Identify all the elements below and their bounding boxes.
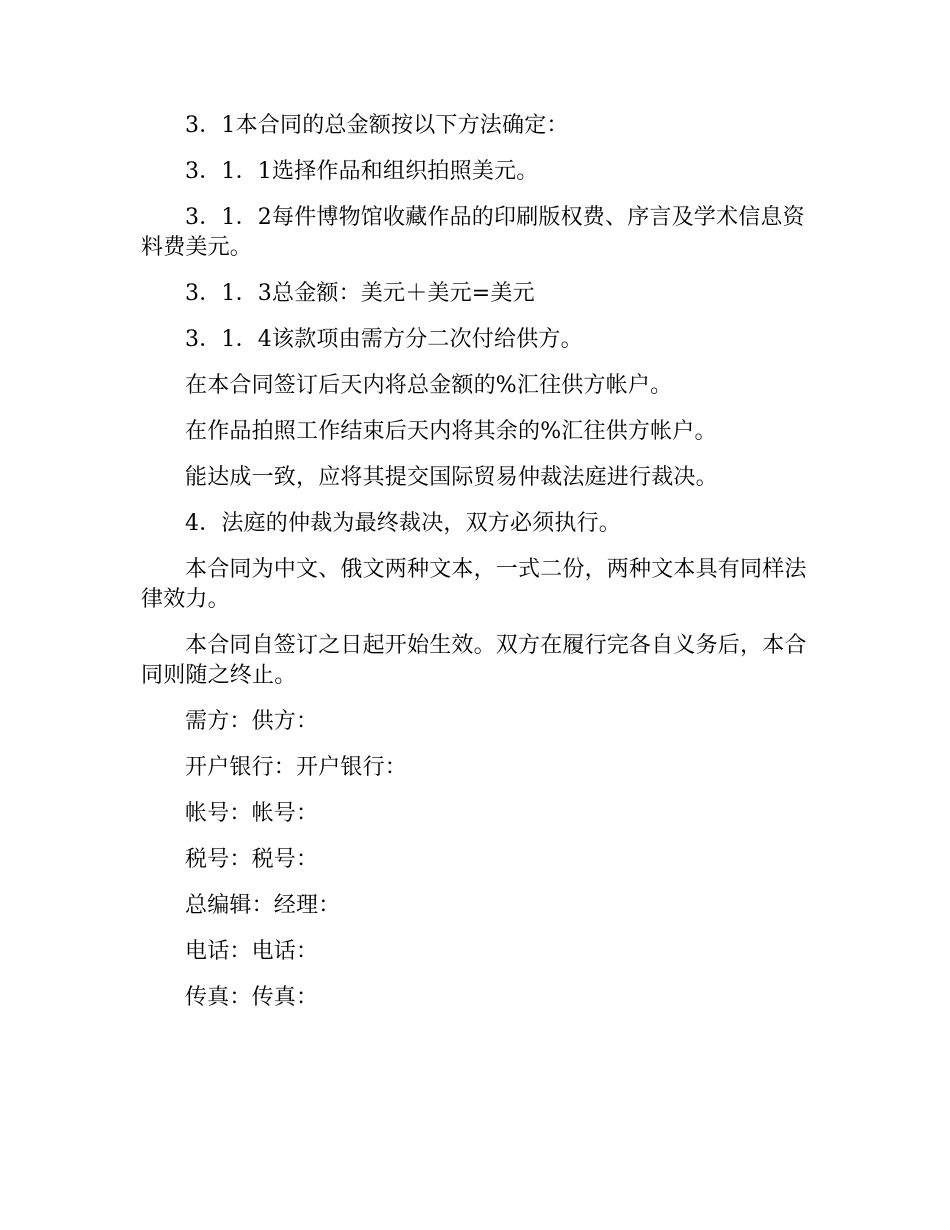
clause-3-1-3: 3．1．3总金额：美元＋美元=美元	[185, 281, 535, 306]
clause-3-1-1: 3．1．1选择作品和组织拍照美元。	[185, 159, 539, 184]
document-body	[141, 111, 821, 1029]
arbitration-clause: 能达成一致，应将其提交国际贸易仲裁法庭进行裁决。	[185, 465, 718, 490]
effectiveness-clause: 本合同自签订之日起开始生效。双方在履行完各自义务后，本合同则随之终止。	[141, 633, 807, 688]
clause-3-1-2: 3．1．2每件博物馆收藏作品的印刷版权费、序言及学术信息资料费美元。	[141, 205, 805, 260]
account-line: 帐号：帐号：	[185, 801, 319, 826]
language-versions-clause: 本合同为中文、俄文两种文本，一式二份，两种文本具有同样法律效力。	[141, 557, 807, 612]
clause-3-1: 3．1本合同的总金额按以下方法确定：	[185, 113, 569, 138]
signatory-line: 总编辑：经理：	[185, 893, 341, 918]
clause-4: 4．法庭的仲裁为最终裁决，双方必须执行。	[185, 511, 621, 536]
clause-3-1-4: 3．1．4该款项由需方分二次付给供方。	[185, 327, 583, 352]
fax-line: 传真：传真：	[185, 985, 319, 1010]
tax-id-line: 税号：税号：	[185, 847, 319, 872]
party-names-line: 需方：供方：	[185, 709, 319, 734]
payment-second-installment: 在作品拍照工作结束后天内将其余的%汇往供方帐户。	[185, 419, 717, 444]
bank-line: 开户银行：开户银行：	[185, 755, 408, 780]
payment-first-installment: 在本合同签订后天内将总金额的%汇往供方帐户。	[185, 373, 673, 398]
phone-line: 电话：电话：	[185, 939, 319, 964]
